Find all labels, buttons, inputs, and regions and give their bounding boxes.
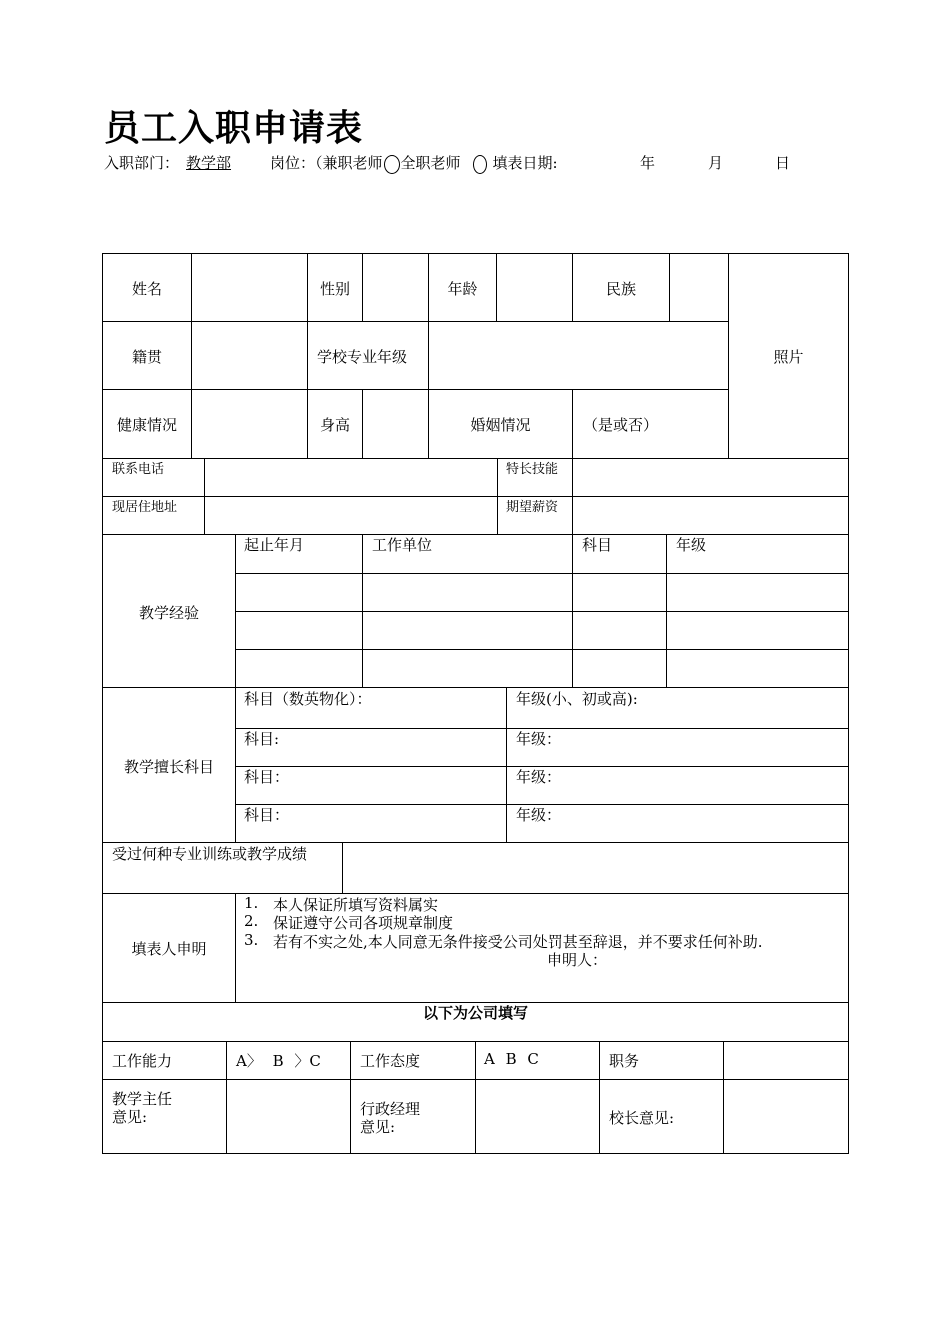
attitude-label: 工作态度 [360, 1052, 421, 1070]
subject-row1-label: 科目（数英物化）： [244, 690, 372, 708]
marital-label: 婚姻情况 [470, 416, 531, 434]
exp-col-grade: 年级 [676, 536, 707, 554]
company-heading: 以下为公司填写 [422, 1004, 528, 1022]
marital-hint: （是或否） [583, 416, 659, 434]
position-label: 岗位：（兼职老师 [270, 154, 383, 172]
declaration-label: 填表人申明 [131, 940, 207, 958]
date-label: 填表日期: [492, 154, 558, 172]
decl-item-1: 本人保证所填写资料属实 [273, 896, 439, 914]
grade-row3-label: 年级： [516, 768, 562, 786]
height-label: 身高 [320, 416, 351, 434]
form-title: 员工入职申请表 [104, 108, 364, 149]
admin-label-line2: 意见: [360, 1118, 396, 1136]
decl-num-1: 1. [244, 894, 259, 912]
health-label: 健康情况 [116, 416, 177, 434]
dept-value[interactable]: 教学部 [186, 154, 232, 172]
decl-num-2: 2. [244, 912, 259, 930]
dept-label: 入职部门： [104, 154, 180, 172]
gender-label: 性别 [320, 280, 351, 298]
parttime-radio-circle[interactable] [384, 155, 400, 174]
native-place-label: 籍贯 [131, 348, 162, 366]
day-label: 日 [775, 154, 791, 172]
address-label: 现居住地址 [112, 500, 178, 515]
principal-label: 校长意见: [609, 1109, 675, 1127]
director-label-line1: 教学主任 [112, 1090, 173, 1108]
ethnicity-label: 民族 [605, 280, 636, 298]
salary-label: 期望薪资 [506, 500, 559, 515]
fulltime-label: 全职老师 [400, 154, 461, 172]
attitude-options[interactable]: A B C [484, 1050, 539, 1068]
age-label: 年龄 [447, 280, 478, 298]
phone-label: 联系电话 [112, 462, 165, 477]
subject-row3-label: 科目： [244, 768, 290, 786]
grade-row4-label: 年级： [516, 806, 562, 824]
year-label: 年 [640, 154, 656, 172]
position-field[interactable] [270, 152, 558, 174]
post-label: 职务 [609, 1052, 640, 1070]
grade-row1-label: 年级(小、初或高): [516, 690, 638, 708]
school-label: 学校专业年级 [317, 348, 408, 366]
subjects-label: 教学擅长科目 [123, 758, 214, 776]
month-label: 月 [708, 154, 724, 172]
exp-col-subject: 科目 [582, 536, 613, 554]
director-label-line2: 意见: [112, 1108, 148, 1126]
subject-row4-label: 科目： [244, 806, 290, 824]
exp-col-employer: 工作单位 [372, 536, 433, 554]
photo-label: 照片 [773, 348, 804, 366]
ability-options[interactable]: A〉 B 〉C [236, 1052, 321, 1070]
signer-label: 申明人： [547, 951, 608, 969]
name-label: 姓名 [131, 280, 162, 298]
decl-item-2: 保证遵守公司各项规章制度 [273, 914, 454, 932]
grade-row2-label: 年级： [516, 730, 562, 748]
admin-label-line1: 行政经理 [360, 1100, 421, 1118]
fulltime-radio-circle[interactable] [473, 155, 487, 174]
exp-col-period: 起止年月 [244, 536, 305, 554]
subject-row2-label: 科目: [244, 730, 280, 748]
training-label: 受过何种专业训练或教学成绩 [112, 845, 308, 863]
skills-label: 特长技能 [506, 462, 559, 477]
experience-label: 教学经验 [138, 604, 199, 622]
ability-label: 工作能力 [112, 1052, 173, 1070]
decl-item-3: 若有不实之处,本人同意无条件接受公司处罚甚至辞退，并不要求任何补助. [273, 933, 763, 951]
decl-num-3: 3. [244, 931, 259, 949]
